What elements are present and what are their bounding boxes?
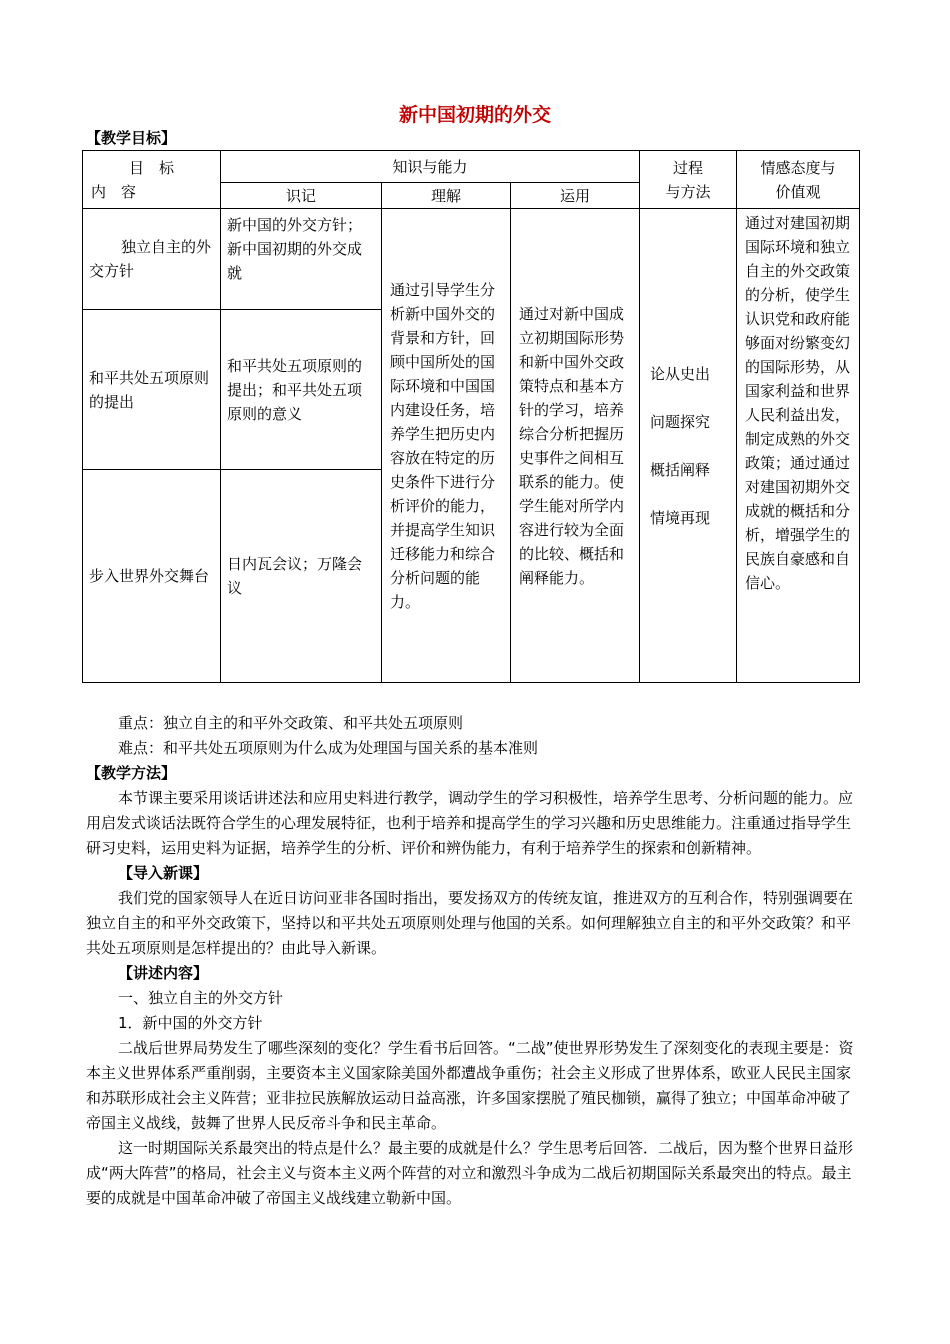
- process-cell: [640, 209, 737, 683]
- content-label: 和平共处五项原则的提出: [89, 368, 210, 411]
- remember-header: 识记: [221, 183, 382, 209]
- understand-cell: [382, 209, 511, 683]
- remember-cell: [221, 310, 382, 470]
- content-label: 步入世界外交舞台: [89, 567, 210, 585]
- document-title: 新中国初期的外交: [398, 104, 551, 126]
- difficult-point: 难点：和平共处五项原则为什么成为处理国与国关系的基本准则: [118, 739, 539, 757]
- objectives-heading: 【教学目标】: [86, 129, 177, 147]
- remember-cell: [221, 470, 382, 683]
- lecture-heading: 【讲述内容】: [118, 964, 209, 982]
- remember-text: 日内瓦会议；万隆会议: [227, 555, 363, 597]
- key-point: 重点：独立自主的和平外交政策、和平共处五项原则: [118, 714, 464, 732]
- understand-text: 通过引导学生分析新中国外交的背景和方针，回顾中国所处的国际环境和中国国内建设任务，培养学生把历史内容放在特定的历史条件下进行分析评价的能力，并提高学生知识迁移能力和综合分析问题的能力。: [390, 280, 496, 611]
- remember-cell: [221, 209, 382, 310]
- emotion-header: 情感态度与 价值观: [737, 151, 860, 209]
- process-item: 概括阐释: [650, 460, 711, 479]
- knowledge-header: 知识与能力: [221, 151, 640, 183]
- lecture-paragraph: 二战后世界局势发生了哪些深刻的变化？学生看书后回答。“二战”使世界形势发生了深刻变化的表现主要是：资本主义世界体系严重削弱，主要资本主义国家除美国外都遭战争重伤；社会主义形成了世界体系，欧亚人民民主国家和苏联形成社会主义阵营；亚非拉民族解放运动日益高涨，许多国家摆脱了殖民枷锁，赢得了独立；中国革命冲破了帝国主义战线，鼓舞了世界人民反帝斗争和民主革命。: [86, 1039, 854, 1132]
- process-item: 问题探究: [650, 412, 711, 431]
- apply-header: 运用: [511, 183, 640, 209]
- apply-text: 通过对新中国成立初期国际形势和新中国外交政策特点和基本方针的学习，培养综合分析把握历史事件之间相互联系的能力。使学生能对所学内容进行较为全面的比较、概括和阐释能力。: [519, 304, 625, 587]
- main-text: [86, 711, 862, 1211]
- remember-text: 新中国的外交方针；新中国初期的外交成就: [227, 216, 363, 282]
- content-label: 独立自主的外交方针: [89, 238, 212, 280]
- intro-paragraph: 我们党的国家领导人在近日访问亚非各国时指出，要发扬双方的传统友谊，推进双方的互利合作，特别强调要在独立自主的和平外交政策下，坚持以和平共处五项原则处理与他国的关系。如何理解独立自主的和平外交政策？和平共处五项原则是怎样提出的？由此导入新课。: [86, 889, 854, 957]
- content-cell: [83, 310, 221, 470]
- process-item: 情境再现: [650, 508, 711, 527]
- objectives-table: [82, 150, 860, 683]
- understand-header: 理解: [382, 183, 511, 209]
- emotion-text: 通过对建国初期国际环境和独立自主的外交政策的分析，使学生认识党和政府能够面对纷繁变幻的国际形势，从国家利益和世界人民利益出发，制定成熟的外交政策；通过通过对建国初期外交成就的概括和分析，增强学生的民族自豪感和自信心。: [745, 214, 851, 592]
- emotion-cell: [737, 209, 860, 683]
- process-header: 过程 与方法: [640, 151, 737, 209]
- lecture-paragraph: 这一时期国际关系最突出的特点是什么？最主要的成就是什么？学生思考后回答．二战后，因为整个世界日益形成“两大阵营”的格局，社会主义与资本主义两个阵营的对立和激烈斗争成为二战后初期国际关系最突出的特点。最主要的成就是中国革命冲破了帝国主义战线建立勒新中国。: [86, 1139, 854, 1207]
- apply-cell: [511, 209, 640, 683]
- table-corner-cell: [83, 151, 221, 209]
- sub-heading: 1．新中国的外交方针: [118, 1014, 263, 1032]
- remember-text: 和平共处五项原则的提出；和平共处五项原则的意义: [227, 356, 363, 423]
- intro-heading: 【导入新课】: [118, 864, 209, 882]
- corner-bottom-label: 内 容: [91, 182, 137, 201]
- part-heading: 一、独立自主的外交方针: [118, 989, 284, 1007]
- method-paragraph: 本节课主要采用谈话讲述法和应用史料进行教学，调动学生的学习积极性，培养学生思考、分析问题的能力。应用启发式谈话法既符合学生的心理发展特征，也利于培养和提高学生的学习兴趣和历史思维能力。注重通过指导学生研习史料，运用史料为证据，培养学生的分析、评价和辨伪能力，有利于培养学生的探索和创新精神。: [86, 789, 854, 857]
- content-cell: [83, 209, 221, 310]
- corner-top-label: 目 标: [128, 158, 174, 177]
- method-heading: 【教学方法】: [86, 764, 177, 782]
- process-item: 论从史出: [650, 364, 711, 383]
- content-cell: [83, 470, 221, 683]
